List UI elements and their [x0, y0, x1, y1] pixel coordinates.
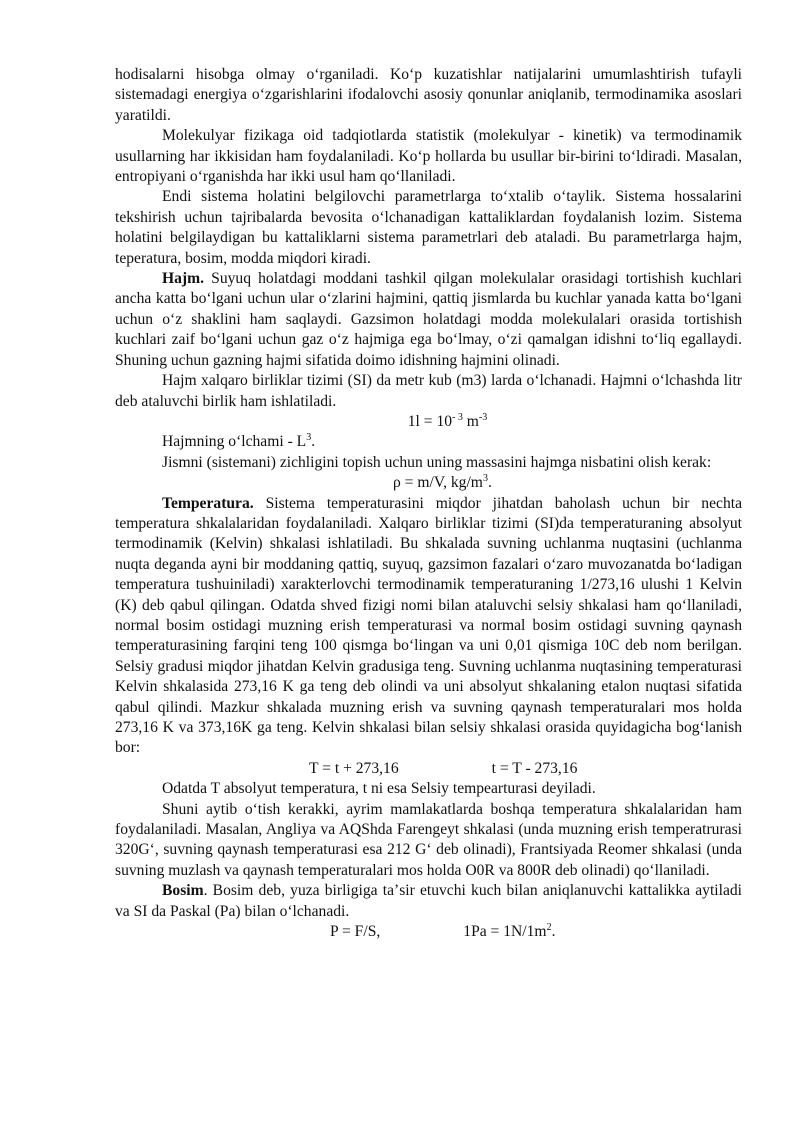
equation-litre-base: 1l = 10 [407, 412, 453, 430]
pressure-text: . Bosim deb, yuza birligiga taʼsir etuvchi kuch bilan aniqlanuvchi kattalikka aytiladi va SI da Paskal (Pa) bilan oʻlchanadi. [115, 882, 742, 920]
equation-pressure [115, 922, 742, 942]
heading-pressure: Bosim [162, 882, 204, 900]
volume-text: Suyuq holatdagi moddani tashkil qilgan molekulalar orasidagi tortishish kuchlari ancha katta boʻlgani uchun ular oʻzlarini hajmini, qattiq jismlarda bu kuchlar yanada katta boʻlgani uchun oʻz shaklini ham saqlaydi. Gazsimon holatdagi modda molekulalari orasida tortishish kuchlari zaif boʻlgani uchun gaz oʻz hajmiga ega boʻlmay, oʻzi qamalgan idishni toʻliq egallaydi. Shuning uchun gazning hajmi sifatida doimo idishning hajmini olinadi. [115, 270, 742, 369]
equation-litre-unit-exponent: -3 [478, 411, 488, 423]
document-page [115, 65, 742, 942]
paragraph-volume-dimension [115, 432, 742, 452]
equation-litre-exponent: - 3 [452, 411, 463, 423]
equation-litre [115, 412, 742, 432]
equation-kelvin-celsius [115, 759, 742, 779]
equation-celsius: t = T - 273,16 [491, 759, 578, 777]
dimension-period: . [311, 433, 316, 451]
dimension-text: Hajmning oʻlchami - L [162, 433, 307, 451]
equation-density-text: ρ = m/V, kg/m [393, 474, 483, 492]
dimension-exponent: 3 [306, 432, 312, 444]
temperature-text: Sistema temperaturasini miqdor jihatdan baholash uchun bir nechta temperatura shkalalaridan foydalaniladi. Xalqaro birliklar tizimi (SI)da temperaturaning absolyut termodinamik (Kelvin) shkalasi ishlatiladi. Bu shkalada suvning uchlanma nuqtasini (uchlanma nuqta deganda ayni bir moddaning qattiq, suyuq, gazsimon fazalari oʻzaro muvozanatda boʻladigan temperatura tushuiniladi) xarakterlovchi termodinamik temperaturaning 1/273,16 ulushi 1 Kelvin (K) deb qabul qilingan. Odatda shved fizigi nomi bilan ataluvchi selsiy shkalasi ham qoʻllaniladi, normal bosim ostidagi muzning erish temperaturasi va normal bosim ostidagi suvning qaynash temperaturasining farqini teng 100 qismga boʻlingan va uni 0,01 qismiga 10C deb nom berilgan. Selsiy gradusi miqdor jihatdan Kelvin gradusiga teng. Suvning uchlanma nuqtasining temperaturasi Kelvin shkalasida 273,16 K ga teng deb olindi va uni absolyut shkalaning etalon nuqtasi sifatida qabul qilindi. Mazkur shkalada muzning erish va suvning qaynash temperaturalari mos holda 273,16 K va 373,16K ga teng. Kelvin shkalasi bilan selsiy shkalasi orasida quyidagicha bogʻlanish bor: [115, 494, 742, 757]
paragraph-other-scales: Shuni aytib oʻtish kerakki, ayrim mamlakatlarda boshqa temperatura shkalalaridan ham foydalaniladi. Masalan, Angliya va AQShda Farengeyt shkalasi (unda muzning erish temperatrurasi 320Gʻ, suvning qaynash temperaturasi esa 212 Gʻ deb olinadi), Frantsiyada Reomer shkalasi (unda suvning muzlash va qaynash temperaturalari mos holda O0R va 800R deb olinadi) qoʻllaniladi. [115, 800, 742, 879]
paragraph-temperature [115, 494, 742, 759]
heading-temperature: Temperatura. [162, 494, 254, 512]
paragraph-pressure [115, 881, 742, 922]
paragraph-intro: hodisalarni hisobga olmay oʻrganiladi. Koʻp kuzatishlar natijalarini umumlashtirish tufayli sistemadagi energiya oʻzgarishlarini ifodalovchi asosiy qonunlar aniqlanib, termodinamika asoslari yaratildi. [115, 66, 742, 124]
heading-volume: Hajm. [162, 270, 205, 288]
equation-pascal: 1Pa = 1N/1m [463, 923, 547, 941]
equation-pascal-period: . [551, 923, 556, 941]
equation-pascal-exponent: 2 [546, 921, 552, 933]
equation-kelvin: T = t + 273,16 [309, 759, 399, 777]
paragraph-density: Jismni (sistemani) zichligini topish uchun uning massasini hajmga nisbatini olish kerak: [162, 453, 712, 471]
equation-density-period: . [487, 474, 492, 492]
paragraph-volume [115, 269, 742, 371]
equation-density-exponent: 3 [482, 472, 488, 484]
paragraph-absolute-temperature: Odatda T absolyut temperatura, t ni esa Selsiy tempearturasi deyiladi. [162, 780, 596, 798]
paragraph-volume-units: Hajm xalqaro birliklar tizimi (SI) da metr kub (m3) larda oʻlchanadi. Hajmni oʻlchashda litr deb ataluvchi birlik ham ishlatiladi. [115, 372, 742, 410]
paragraph-molecular-physics: Molekulyar fizikaga oid tadqiotlarda statistik (molekulyar - kinetik) va termodinamik usullarning har ikkisidan ham foydalaniladi. Koʻp hollarda bu usullar bir-birini toʻldiradi. Masalan, entropiyani oʻrganishda har ikki usul ham qoʻllaniladi. [115, 127, 742, 186]
equation-pressure-formula: P = F/S, [330, 923, 381, 941]
paragraph-system-parameters: Endi sistema holatini belgilovchi parametrlarga toʻxtalib oʻtaylik. Sistema hossalarini tekshirish uchun tajribalarda bevosita oʻlchanadigan kattaliklardan foydalanish lozim. Sistema holatini belgilaydigan bu kattaliklarni sistema parametrlari deb ataladi. Bu parametrlarga hajm, teperatura, bosim, modda miqdori kiradi. [115, 188, 742, 267]
equation-litre-unit: m [462, 412, 479, 430]
equation-density [115, 473, 742, 493]
